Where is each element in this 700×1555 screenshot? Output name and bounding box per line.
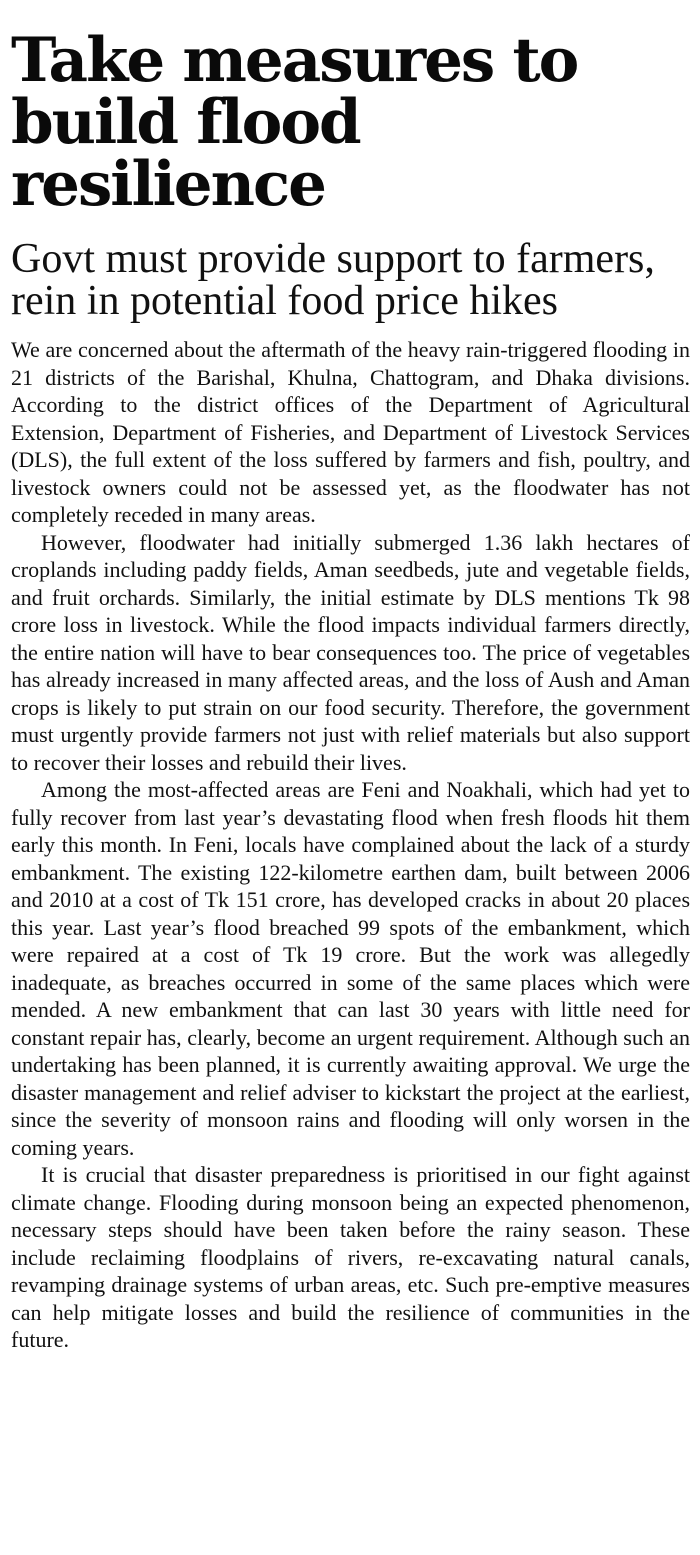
paragraph-3: Among the most-affected areas are Feni and Noakhali, which had yet to fully recover from last year’s devastating flood when fresh floods hit them early this month. In Feni, locals have complained about the lack of a sturdy embankment. The existing 122-kilometre earthen dam, built between 2006 and 2010 at a cost of Tk 151 crore, has developed cracks in about 20 places this year. Last year’s flood breached 99 spots of the embankment, which were repaired at a cost of Tk 19 crore. But the work was allegedly inadequate, as breaches occurred in some of the same places which were mended. A new embankment that can last 30 years with little need for constant repair has, clearly, become an urgent requirement. Although such an undertaking has been planned, it is currently awaiting approval. We urge the disaster management and relief adviser to kickstart the project at the earliest, since the severity of monsoon rains and flooding will only worsen in the coming years. (11, 777, 690, 1160)
headline: Take measures to build flood resilience (11, 25, 578, 220)
paragraph-4: It is crucial that disaster preparedness is prioritised in our fight against climate change. Flooding during monsoon being an expected phenomenon, necessary steps should have been taken before the rainy season. These include reclaiming floodplains of rivers, re-excavating natural canals, revamping drainage systems of urban areas, etc. Such pre-emptive measures can help mitigate losses and build the resilience of communities in the future. (11, 1162, 690, 1352)
subheadline: Govt must provide support to farmers, rein in potential food price hikes (11, 236, 655, 324)
paragraph-1: We are concerned about the aftermath of the heavy rain-triggered flooding in 21 districts of the Barishal, Khulna, Chattogram, and Dhaka divisions. According to the district offices of the Department of Agricultural Extension, Department of Fisheries, and Department of Livestock Services (DLS), the full extent of the loss suffered by farmers and fish, poultry, and livestock owners could not be assessed yet, as the floodwater has not completely receded in many areas. (11, 337, 690, 527)
article-body (11, 336, 690, 1354)
paragraph-2: However, floodwater had initially submerged 1.36 lakh hectares of croplands including paddy fields, Aman seedbeds, jute and vegetable fields, and fruit orchards. Similarly, the initial estimate by DLS mentions Tk 98 crore loss in livestock. While the flood impacts individual farmers directly, the entire nation will have to bear consequences too. The price of vegetables has already increased in many affected areas, and the loss of Aush and Aman crops is likely to put strain on our food security. Therefore, the government must urgently provide farmers not just with relief materials but also support to recover their losses and rebuild their lives. (11, 529, 690, 775)
